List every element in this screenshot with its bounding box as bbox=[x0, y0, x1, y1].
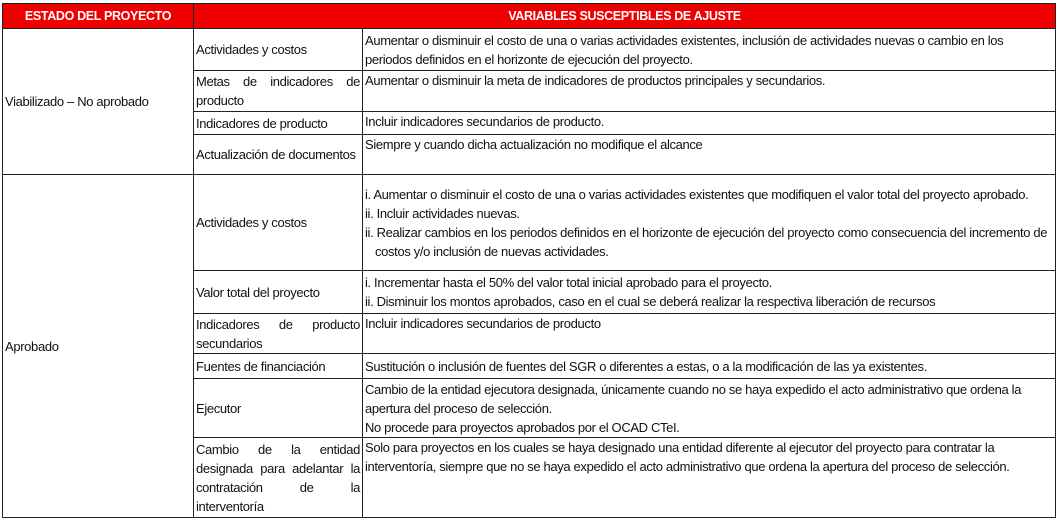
description-line: Siempre y cuando dicha actualización no modifique el alcance bbox=[365, 137, 703, 152]
description-cell bbox=[363, 29, 1056, 71]
description-line: i. Incrementar hasta el 50% del valor total inicial aprobado para el proyecto. bbox=[365, 275, 773, 290]
description-line: i. Aumentar o disminuir el costo de una o varias actividades existentes que modifiquen el valor total del proyecto aprobado. bbox=[365, 186, 1029, 202]
description-line: Aumentar o disminuir el costo de una o varias actividades existentes, inclusión de actividades nuevas o cambio en los periodos definidos en el horizonte de ejecución del proyecto. bbox=[365, 32, 1004, 67]
adjustment-variables-table bbox=[2, 3, 1056, 518]
variable-cell: Indicadores de producto secundarios bbox=[194, 314, 363, 354]
description-line: Aumentar o disminuir la meta de indicadores de productos principales y secundarios. bbox=[365, 73, 826, 88]
description-cell bbox=[363, 112, 1056, 135]
description-line: Solo para proyectos en los cuales se haya designado una entidad diferente al ejecutor del proyecto para contratar la interventoría, siempre que no se haya expedido el acto administrativo que ordena la apertura del proceso de selección. bbox=[365, 440, 1010, 474]
description-line: ii. Incluir actividades nuevas. bbox=[365, 205, 520, 221]
description-cell bbox=[363, 438, 1056, 518]
variable-cell: Ejecutor bbox=[194, 379, 363, 438]
variable-cell: Fuentes de financiación bbox=[194, 354, 363, 379]
header-variables: VARIABLES SUSCEPTIBLES DE AJUSTE bbox=[194, 4, 1056, 29]
description-cell bbox=[363, 354, 1056, 379]
project-state-cell: Viabilizado – No aprobado bbox=[3, 29, 194, 175]
variable-cell: Valor total del proyecto bbox=[194, 271, 363, 314]
variable-cell: Actividades y costos bbox=[194, 29, 363, 71]
description-line: Incluir indicadores secundarios de producto. bbox=[365, 114, 604, 129]
description-cell bbox=[363, 271, 1056, 314]
header-state: ESTADO DEL PROYECTO bbox=[3, 4, 194, 29]
description-line: No procede para proyectos aprobados por el OCAD CTeI. bbox=[365, 419, 680, 435]
variable-cell: Actividades y costos bbox=[194, 175, 363, 271]
description-line: ii. Realizar cambios en los periodos definidos en el horizonte de ejecución del proyecto como consecuencia del incremento de costos y/o inclusión de nuevas actividades. bbox=[365, 224, 1048, 259]
description-cell bbox=[363, 71, 1056, 112]
table-row bbox=[3, 175, 1056, 271]
project-state-cell: Aprobado bbox=[3, 175, 194, 518]
table-row bbox=[3, 29, 1056, 71]
variable-cell: Cambio de la entidad designada para adelantar la contratación de la interventoría bbox=[194, 438, 363, 518]
description-cell bbox=[363, 314, 1056, 354]
description-line: Sustitución o inclusión de fuentes del SGR o diferentes a estas, o a la modificación de las ya existentes. bbox=[365, 358, 927, 374]
variable-cell: Actualización de documentos bbox=[194, 135, 363, 175]
description-cell bbox=[363, 175, 1056, 271]
header-row bbox=[3, 4, 1056, 29]
variable-cell: Indicadores de producto bbox=[194, 112, 363, 135]
description-cell bbox=[363, 379, 1056, 438]
description-line: ii. Disminuir los montos aprobados, caso en el cual se deberá realizar la respectiva liberación de recursos bbox=[365, 294, 936, 309]
description-line: Incluir indicadores secundarios de producto bbox=[365, 316, 601, 331]
variable-cell: Metas de indicadores de producto bbox=[194, 71, 363, 112]
description-line: Cambio de la entidad ejecutora designada, únicamente cuando no se haya expedido el acto administrativo que ordena la apertura del proceso de selección. bbox=[365, 381, 1022, 416]
description-cell bbox=[363, 135, 1056, 175]
